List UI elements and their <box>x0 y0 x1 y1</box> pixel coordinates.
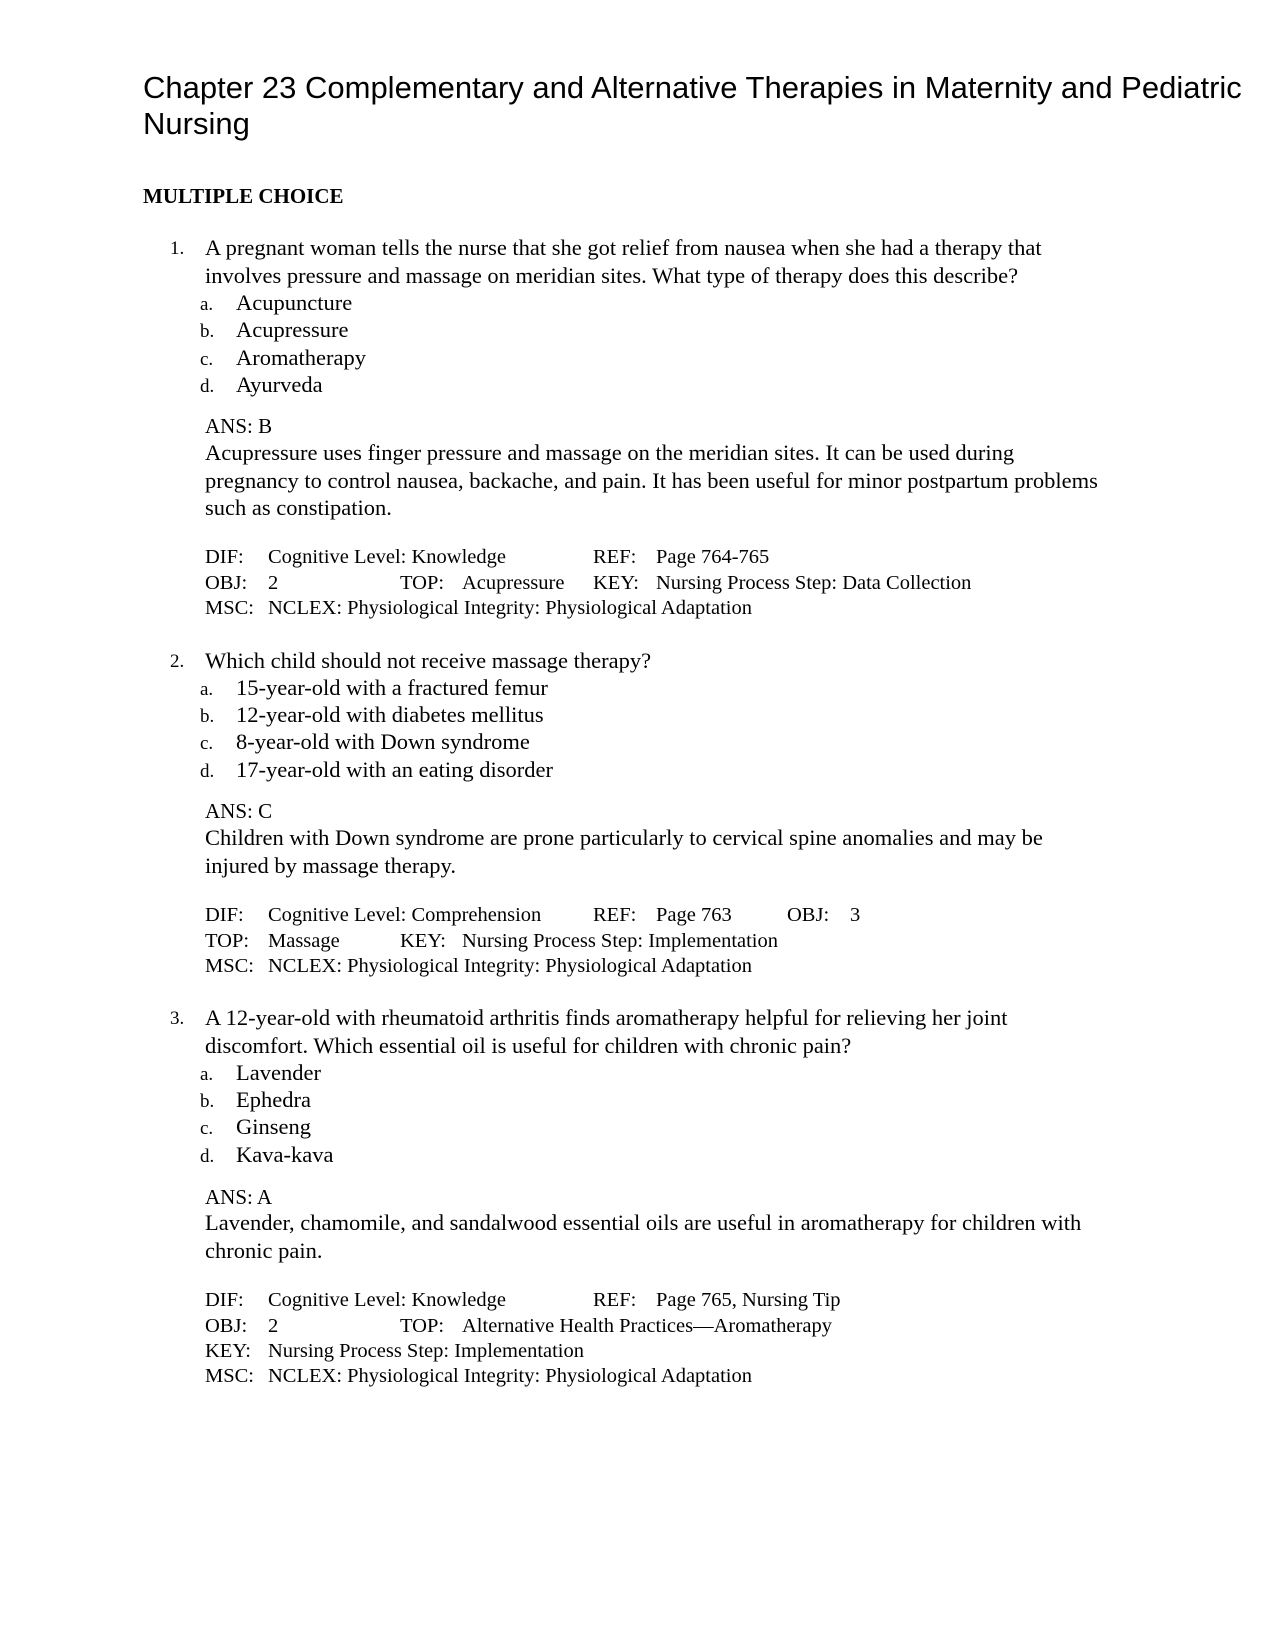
chapter-title: Chapter 23 Complementary and Alternative Therapies in Maternity and Pediatric Nursing <box>143 70 1242 141</box>
question-stem: A pregnant woman tells the nurse that she got relief from nausea when she had a therapy that involves pressure and massage on meridian sites. What type of therapy does this describe? <box>205 235 1042 288</box>
option-c <box>200 728 530 758</box>
text: OBJ: <box>205 572 248 594</box>
text: Acupressure <box>236 317 349 342</box>
text: 2 <box>268 572 279 594</box>
text: Kava-kava <box>236 1142 334 1167</box>
text: d. <box>200 1146 215 1167</box>
section-heading: MULTIPLE CHOICE <box>143 184 344 208</box>
text: Nursing Process Step: Implementation <box>462 930 778 952</box>
text: NCLEX: Physiological Integrity: Physiological Adaptation <box>268 955 752 977</box>
text: 8-year-old with Down syndrome <box>236 729 530 754</box>
meta-row <box>205 1288 1105 1314</box>
text: Nursing Process Step: Implementation <box>268 1340 584 1362</box>
rationale: Acupressure uses finger pressure and massage on the meridian sites. It can be used during pregnancy to control nausea, backache, and pain. It has been useful for minor postpartum problems such as constipation. <box>205 440 1098 520</box>
text: Ginseng <box>236 1114 311 1139</box>
text: KEY: <box>205 1340 251 1362</box>
text: KEY: <box>400 930 446 952</box>
text: OBJ: <box>787 904 830 926</box>
text: Cognitive Level: Comprehension <box>268 904 542 926</box>
text: REF: <box>593 1289 637 1311</box>
text: 3 <box>850 904 861 926</box>
meta-row <box>205 903 1105 929</box>
text: 12-year-old with diabetes mellitus <box>236 702 544 727</box>
meta-row <box>205 571 1105 597</box>
text: NCLEX: Physiological Integrity: Physiological Adaptation <box>268 1365 752 1387</box>
rationale: Lavender, chamomile, and sandalwood essential oils are useful in aromatherapy for children with chronic pain. <box>205 1210 1082 1263</box>
text: Lavender <box>236 1060 321 1085</box>
text: d. <box>200 376 215 397</box>
option-a <box>200 1059 321 1089</box>
option-c <box>200 1113 311 1143</box>
text: DIF: <box>205 904 244 926</box>
text: Acupressure <box>462 572 565 594</box>
text: c. <box>200 733 214 754</box>
question-number: 1. <box>170 238 185 259</box>
meta-row <box>205 545 1105 571</box>
option-b <box>200 316 348 346</box>
text: TOP: <box>205 930 250 952</box>
rationale: Children with Down syndrome are prone particularly to cervical spine anomalies and may be injured by massage therapy. <box>205 825 1043 878</box>
text: a. <box>200 294 214 315</box>
text: DIF: <box>205 546 244 568</box>
text: c. <box>200 349 214 370</box>
option-d <box>200 756 553 786</box>
text: Ephedra <box>236 1087 311 1112</box>
question-stem: A 12-year-old with rheumatoid arthritis finds aromatherapy helpful for relieving her joint discomfort. Which essential oil is useful for children with chronic pain? <box>205 1005 1008 1058</box>
option-b <box>200 701 544 731</box>
text: KEY: <box>593 572 639 594</box>
text: Cognitive Level: Knowledge <box>268 1289 506 1311</box>
text: Massage <box>268 930 340 952</box>
meta-row <box>205 1339 1105 1365</box>
text: REF: <box>593 546 637 568</box>
text: d. <box>200 761 215 782</box>
meta-row <box>205 1364 1105 1390</box>
question-number: 3. <box>170 1008 185 1029</box>
meta-row <box>205 954 1105 980</box>
option-d <box>200 371 323 401</box>
text: a. <box>200 679 214 700</box>
text: a. <box>200 1064 214 1085</box>
text: Nursing Process Step: Data Collection <box>656 572 972 594</box>
question-number: 2. <box>170 651 185 672</box>
text: MSC: <box>205 1365 254 1387</box>
text: c. <box>200 1118 214 1139</box>
text: Aromatherapy <box>236 345 366 370</box>
text: DIF: <box>205 1289 244 1311</box>
text: MSC: <box>205 597 254 619</box>
option-c <box>200 344 366 374</box>
text: b. <box>200 1091 215 1112</box>
text: b. <box>200 706 215 727</box>
text: Acupuncture <box>236 290 353 315</box>
answer: ANS: A <box>205 1185 273 1209</box>
text: NCLEX: Physiological Integrity: Physiological Adaptation <box>268 597 752 619</box>
text: REF: <box>593 904 637 926</box>
text: MSC: <box>205 955 254 977</box>
option-a <box>200 289 352 319</box>
question-stem: Which child should not receive massage therapy? <box>205 648 652 673</box>
text: TOP: <box>400 572 445 594</box>
text: Page 765, Nursing Tip <box>656 1289 841 1311</box>
text: 2 <box>268 1315 279 1337</box>
option-d <box>200 1141 333 1171</box>
text: 15-year-old with a fractured femur <box>236 675 548 700</box>
text: Page 763 <box>656 904 732 926</box>
option-b <box>200 1086 311 1116</box>
answer: ANS: C <box>205 799 273 823</box>
text: Ayurveda <box>236 372 323 397</box>
text: b. <box>200 321 215 342</box>
text: 17-year-old with an eating disorder <box>236 757 553 782</box>
text: Alternative Health Practices—Aromatherapy <box>462 1315 832 1337</box>
meta-row <box>205 596 1105 622</box>
text: Page 764-765 <box>656 546 770 568</box>
meta-row <box>205 1314 1105 1340</box>
option-a <box>200 674 548 704</box>
answer: ANS: B <box>205 414 273 438</box>
text: Cognitive Level: Knowledge <box>268 546 506 568</box>
text: TOP: <box>400 1315 445 1337</box>
text: OBJ: <box>205 1315 248 1337</box>
meta-row <box>205 929 1105 955</box>
